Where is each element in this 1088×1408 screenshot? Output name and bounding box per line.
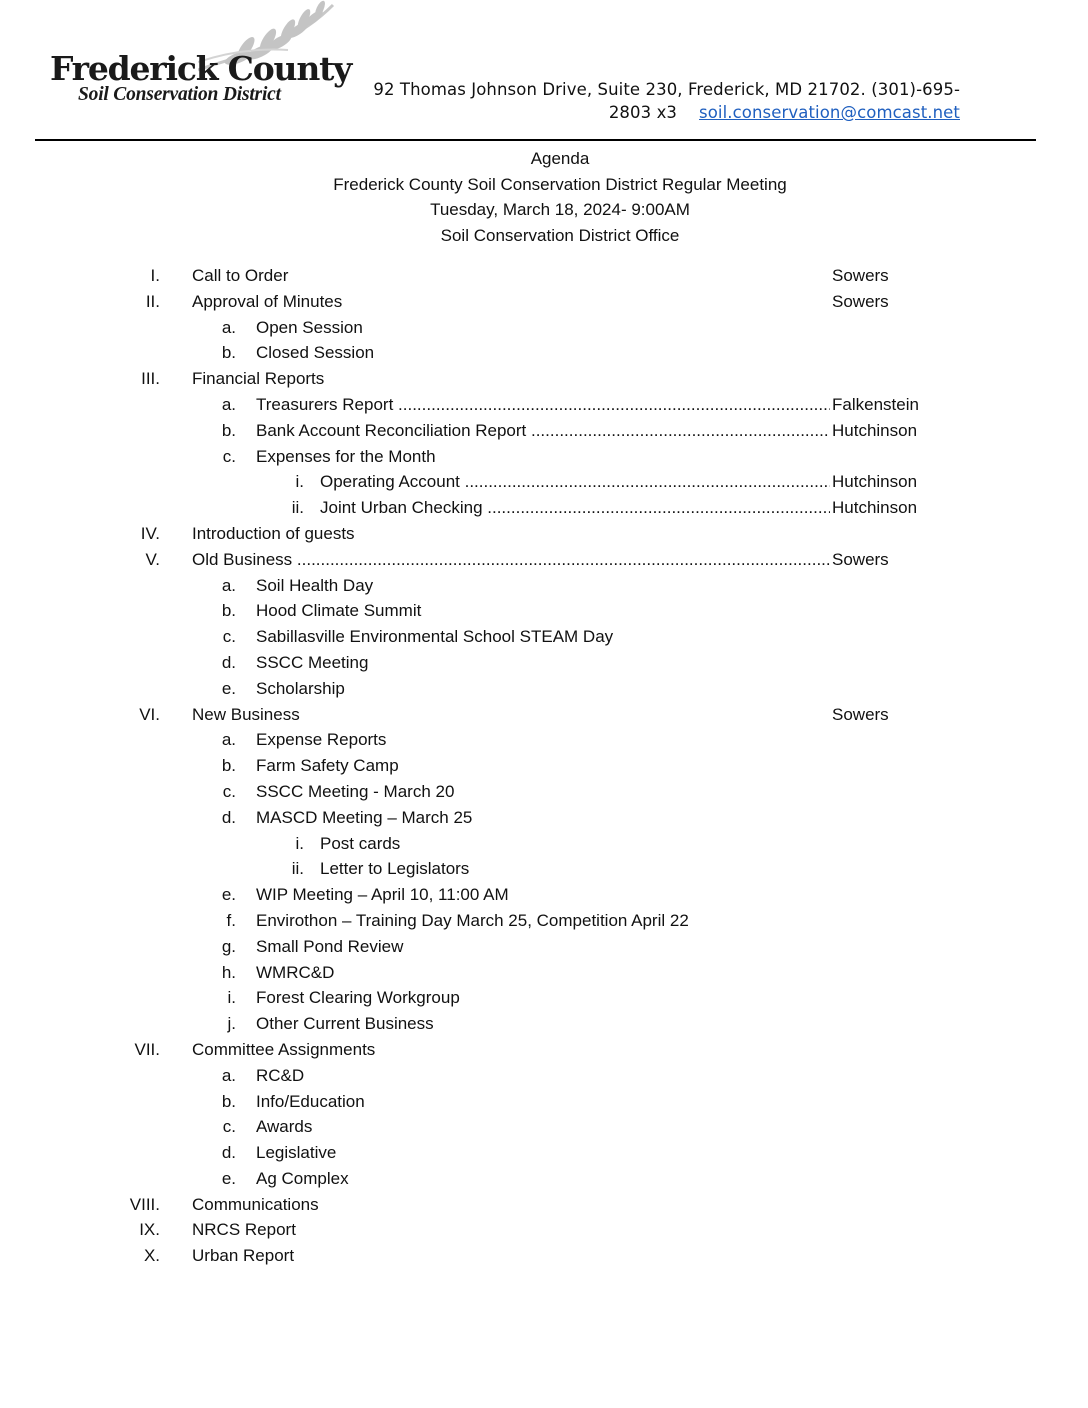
agenda-item-presenter: Sowers bbox=[832, 291, 889, 311]
agenda-item bbox=[0, 676, 1088, 702]
agenda-item-number: X. bbox=[143, 1246, 160, 1266]
meeting-name: Frederick County Soil Conservation District Regular Meeting bbox=[333, 174, 787, 194]
agenda-item-text: Hood Climate Summit bbox=[256, 601, 422, 621]
agenda-item-presenter: Sowers bbox=[832, 266, 889, 285]
agenda-item-number: d. bbox=[221, 652, 236, 672]
agenda-item-number: d. bbox=[221, 1143, 236, 1163]
agenda-item-presenter: Hutchinson bbox=[832, 420, 918, 440]
agenda-item-text: Info/Education bbox=[256, 1091, 365, 1111]
agenda-item-text: Approval of Minutes bbox=[192, 291, 343, 311]
agenda-item-text: Urban Report bbox=[192, 1246, 295, 1266]
agenda-item-text: Call to Order bbox=[192, 266, 289, 285]
agenda-item-text: Operating Account ..... bbox=[320, 469, 830, 495]
agenda-item-number: e. bbox=[221, 678, 236, 698]
agenda-item-number: c. bbox=[222, 781, 236, 801]
agenda-item-number: a. bbox=[221, 394, 236, 414]
agenda-item-number: III. bbox=[141, 369, 160, 389]
agenda-item bbox=[0, 392, 1088, 418]
agenda-item-text: NRCS Report bbox=[192, 1220, 296, 1240]
agenda-item bbox=[0, 1243, 1088, 1269]
logo-subtitle: Soil Conservation District bbox=[78, 84, 281, 105]
agenda-item bbox=[0, 418, 1088, 444]
agenda-item-number: VI. bbox=[139, 704, 160, 724]
agenda-item-number: a. bbox=[221, 730, 236, 750]
agenda-item-number: ii. bbox=[291, 859, 304, 879]
agenda-list bbox=[0, 263, 1088, 1269]
agenda-item-number: IX. bbox=[139, 1220, 160, 1240]
agenda-item bbox=[0, 366, 1088, 392]
agenda-item-text: Joint Urban Checking ..... bbox=[320, 495, 830, 521]
agenda-item bbox=[0, 908, 1088, 934]
agenda-item-text: WIP Meeting – April 10, 11:00 AM bbox=[256, 885, 509, 905]
agenda-item-number: g. bbox=[221, 936, 236, 956]
agenda-item-text: Communications bbox=[192, 1194, 319, 1214]
agenda-item-text: Farm Safety Camp bbox=[256, 756, 399, 776]
agenda-item-number: i. bbox=[227, 988, 236, 1008]
agenda-item bbox=[0, 985, 1088, 1011]
agenda-item-number: V. bbox=[145, 549, 160, 569]
agenda-item-number: ii. bbox=[291, 498, 304, 518]
agenda-item-text: Ag Complex bbox=[256, 1168, 349, 1188]
agenda-item-number: d. bbox=[221, 807, 236, 827]
agenda-item-number: b. bbox=[221, 1091, 236, 1111]
meeting-datetime: Tuesday, March 18, 2024- 9:00AM bbox=[430, 200, 690, 220]
agenda-item-text: Letter to Legislators bbox=[320, 859, 470, 879]
agenda-item bbox=[0, 1192, 1088, 1218]
agenda-item bbox=[0, 1011, 1088, 1037]
agenda-item-number: VII. bbox=[134, 1039, 160, 1059]
agenda-item-text: Legislative bbox=[256, 1143, 337, 1163]
district-logo bbox=[48, 0, 352, 110]
agenda-item-text: Forest Clearing Workgroup bbox=[256, 988, 460, 1008]
agenda-item-number: c. bbox=[222, 446, 236, 466]
agenda-item bbox=[0, 650, 1088, 676]
agenda-item-text: Post cards bbox=[320, 833, 401, 853]
agenda-item-number: a. bbox=[221, 1065, 236, 1085]
agenda-item-presenter: Sowers bbox=[832, 549, 889, 569]
agenda-item-number: a. bbox=[221, 317, 236, 337]
agenda-item bbox=[0, 856, 1088, 882]
agenda-item-number: I. bbox=[150, 266, 160, 285]
agenda-item-presenter: Sowers bbox=[832, 704, 889, 724]
agenda-item-number: II. bbox=[145, 291, 160, 311]
agenda-item bbox=[0, 882, 1088, 908]
header-divider bbox=[35, 139, 1036, 141]
agenda-item-number: b. bbox=[221, 601, 236, 621]
agenda-item-text: Expenses for the Month bbox=[256, 446, 436, 466]
agenda-item-text: Other Current Business bbox=[256, 1014, 434, 1034]
agenda-item bbox=[0, 727, 1088, 753]
agenda-item bbox=[0, 521, 1088, 547]
agenda-item bbox=[0, 289, 1088, 315]
agenda-item-text: SSCC Meeting bbox=[256, 652, 369, 672]
agenda-item bbox=[0, 1037, 1088, 1063]
agenda-item-text: Small Pond Review bbox=[256, 936, 404, 956]
agenda-item-text: Committee Assignments bbox=[192, 1039, 376, 1059]
address-line-2 bbox=[320, 101, 960, 124]
agenda-item-number: b. bbox=[221, 343, 236, 363]
agenda-item-number: i. bbox=[295, 833, 304, 853]
agenda-item-number: f. bbox=[226, 910, 236, 930]
agenda-item-number: a. bbox=[221, 575, 236, 595]
agenda-item-text: Old Business ..... bbox=[192, 547, 830, 573]
agenda-item-text: Envirothon – Training Day March 25, Competition April 22 bbox=[256, 910, 689, 930]
agenda-item-number: VIII. bbox=[129, 1194, 160, 1214]
agenda-item bbox=[0, 934, 1088, 960]
agenda-item-text: Soil Health Day bbox=[256, 575, 374, 595]
agenda-item-text: WMRC&D bbox=[256, 962, 335, 982]
agenda-item-number: c. bbox=[222, 627, 236, 647]
agenda-item bbox=[0, 598, 1088, 624]
address-block bbox=[320, 78, 960, 124]
agenda-item bbox=[0, 779, 1088, 805]
agenda-item bbox=[0, 495, 1088, 521]
agenda-item-text: Treasurers Report ..... bbox=[256, 392, 830, 418]
agenda-heading bbox=[0, 146, 1088, 249]
agenda-item-presenter: Falkenstein bbox=[832, 394, 919, 414]
agenda-item bbox=[0, 315, 1088, 341]
agenda-item bbox=[0, 805, 1088, 831]
agenda-item bbox=[0, 1063, 1088, 1089]
agenda-item-text: Open Session bbox=[256, 317, 363, 337]
agenda-item-text: SSCC Meeting - March 20 bbox=[256, 781, 455, 801]
agenda-item bbox=[0, 1089, 1088, 1115]
agenda-item-text: Expense Reports bbox=[256, 730, 387, 750]
agenda-item bbox=[0, 547, 1088, 573]
agenda-item-number: i. bbox=[295, 472, 304, 492]
agenda-item-number: e. bbox=[221, 885, 236, 905]
agenda-item bbox=[0, 960, 1088, 986]
agenda-item-text: Introduction of guests bbox=[192, 523, 355, 543]
agenda-item-text: RC&D bbox=[256, 1065, 305, 1085]
agenda-item bbox=[0, 263, 1088, 289]
address-line-1: 92 Thomas Johnson Drive, Suite 230, Frederick, MD 21702. (301)-695- bbox=[373, 80, 960, 99]
agenda-item-text: Closed Session bbox=[256, 343, 375, 363]
agenda-item-presenter: Hutchinson bbox=[832, 498, 918, 518]
agenda-item-number: h. bbox=[221, 962, 236, 982]
logo-title: Frederick County bbox=[50, 49, 352, 88]
agenda-item bbox=[0, 1114, 1088, 1140]
phone-extension: 2803 x3 bbox=[608, 103, 678, 122]
agenda-item bbox=[0, 831, 1088, 857]
agenda-item bbox=[0, 340, 1088, 366]
agenda-item-number: b. bbox=[221, 420, 236, 440]
agenda-item bbox=[0, 444, 1088, 470]
agenda-item-text: New Business bbox=[192, 704, 300, 724]
agenda-item bbox=[0, 702, 1088, 728]
agenda-item-number: e. bbox=[221, 1168, 236, 1188]
agenda-item-text: MASCD Meeting – March 25 bbox=[256, 807, 473, 827]
agenda-item-number: b. bbox=[221, 756, 236, 776]
email-link[interactable]: soil.conservation@comcast.net bbox=[699, 103, 960, 122]
agenda-item-text: Awards bbox=[256, 1117, 313, 1137]
agenda-item bbox=[0, 753, 1088, 779]
agenda-item-number: c. bbox=[222, 1117, 236, 1137]
agenda-item-presenter: Hutchinson bbox=[832, 472, 918, 492]
agenda-item bbox=[0, 1166, 1088, 1192]
agenda-item bbox=[0, 573, 1088, 599]
meeting-location: Soil Conservation District Office bbox=[440, 226, 680, 246]
agenda-item-number: j. bbox=[227, 1014, 236, 1034]
agenda-item bbox=[0, 469, 1088, 495]
agenda-item-number: IV. bbox=[140, 523, 160, 543]
agenda-item bbox=[0, 624, 1088, 650]
agenda-item-text: Bank Account Reconciliation Report ..... bbox=[256, 418, 830, 444]
agenda-item-text: Sabillasville Environmental School STEAM Day bbox=[256, 627, 614, 647]
agenda-item-text: Financial Reports bbox=[192, 369, 325, 389]
agenda-title: Agenda bbox=[530, 149, 590, 168]
agenda-item bbox=[0, 1217, 1088, 1243]
agenda-item-text: Scholarship bbox=[256, 678, 345, 698]
agenda-item bbox=[0, 1140, 1088, 1166]
